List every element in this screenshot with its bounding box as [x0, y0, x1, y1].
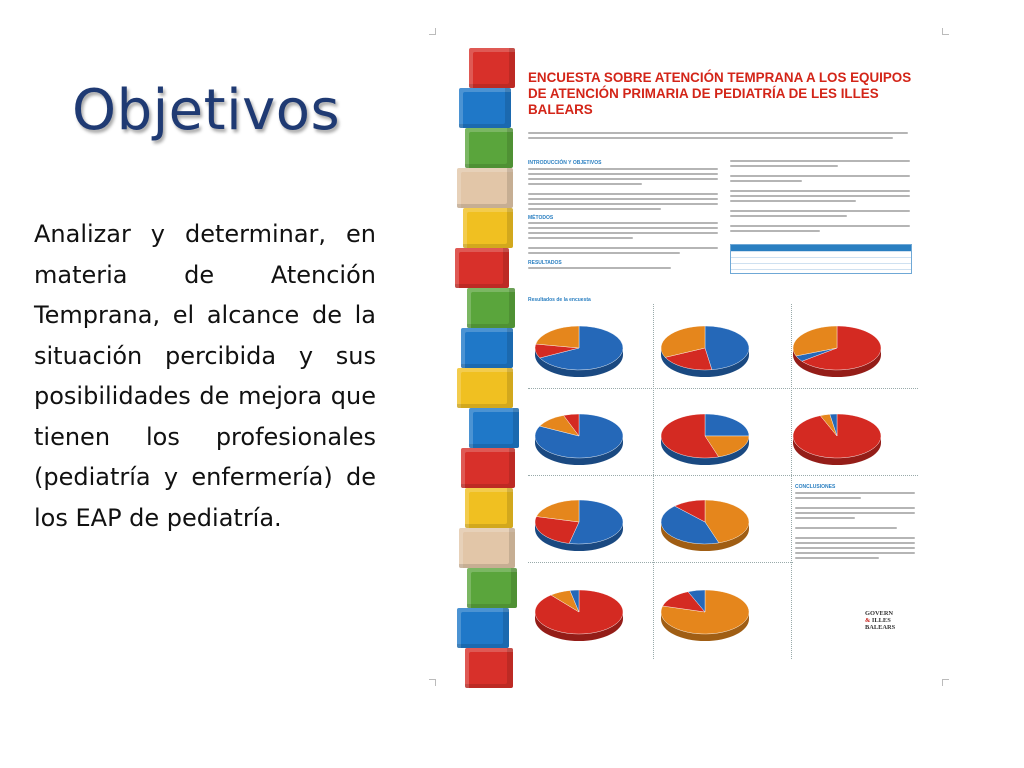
govern-illes-balears-logo: GOVERN & ILLES BALEARS [865, 610, 896, 631]
section-methods-heading: MÉTODOS [528, 215, 554, 221]
slide-body-text: Analizar y determinar, en materia de Atención Temprana, el alcance de la situación percibida y sus posibilidades de mejora que tienen los profesionales (pediatría y enfermería) de los EAP de pediatría. [34, 220, 376, 532]
pie-chart-10 [661, 590, 749, 641]
pie-chart-8 [661, 500, 749, 551]
pie-chart-9 [535, 590, 623, 641]
pie-chart-3 [793, 326, 881, 377]
pie-chart-5 [661, 414, 749, 465]
pie-slice [536, 326, 579, 348]
section-conclusions-heading: CONCLUSIONES [795, 484, 836, 490]
pie-charts [433, 32, 945, 682]
pie-slice [705, 414, 749, 436]
section-results-heading: RESULTADOS [528, 260, 562, 266]
section-intro-heading: INTRODUCCIÓN Y OBJETIVOS [528, 160, 602, 166]
pie-chart-6 [793, 414, 881, 465]
slide-title: Objetivos [72, 78, 341, 143]
pie-chart-1 [535, 326, 623, 377]
results-heading: Resultados de la encuesta [528, 297, 591, 303]
pie-chart-7 [535, 500, 623, 551]
poster-image [433, 32, 945, 682]
poster-title: ENCUESTA SOBRE ATENCIÓN TEMPRANA A LOS EQUIPOS DE ATENCIÓN PRIMARIA DE PEDIATRÍA DE LES ILLES BALEARS [528, 70, 912, 117]
pie-chart-4 [535, 414, 623, 465]
pie-chart-2 [661, 326, 749, 377]
